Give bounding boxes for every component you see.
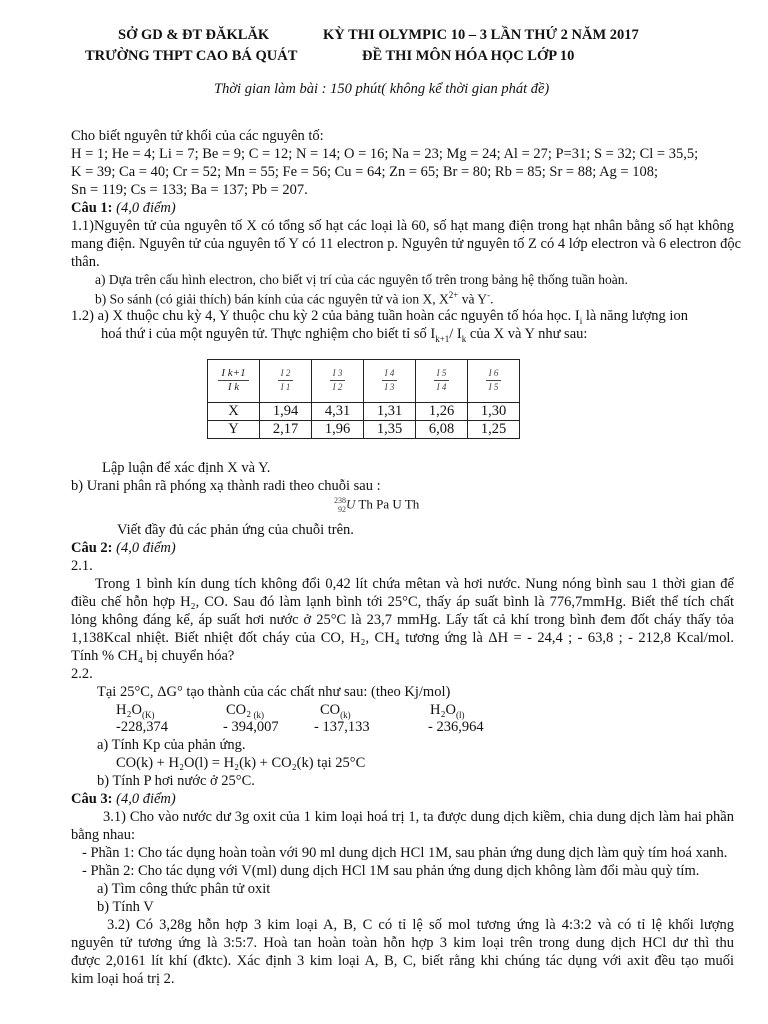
q3-para-2-line-2: nguyên tử tương ứng là 3:5:7. Hoà tan hoàn toàn hỗn hợp 3 kim loại trên trong dung dịch HCl dư thì thu	[71, 935, 734, 951]
question-2-title: Câu 2:	[71, 540, 113, 556]
question-3-points: (4,0 điểm)	[116, 791, 176, 807]
question-2-heading	[71, 540, 176, 557]
question-1-points: (4,0 điểm)	[116, 200, 176, 216]
q1-para-1-line-2: mang điện. Nguyên tử của nguyên tố Y có 11 electron p. Nguyên tử nguyên tố Z có 4 lớp electron và 6 electron độc	[71, 236, 742, 252]
table-cell: 1,94	[260, 403, 312, 421]
q2-para-line-3: lỏng không đáng kể, áp suất hơi nước ở 25°C là 23,7 mmHg. Lấy tất cả khí trong bình đem đốt cháy thấy tỏa	[71, 612, 734, 628]
atomic-mass-intro: Cho biết nguyên tử khối của các nguyên tố:	[71, 128, 324, 144]
q1-uranium-task: Viết đầy đủ các phản ứng của chuỗi trên.	[117, 522, 354, 538]
q3-item-b: b) Tính V	[97, 899, 154, 915]
table-cell: 4,31	[312, 403, 364, 421]
q2-item-b: b) Tính P hơi nước ở 25°C.	[97, 773, 255, 789]
exam-title: KỲ THI OLYMPIC 10 – 3 LẦN THỨ 2 NĂM 2017	[323, 27, 639, 43]
header-cell: $\frac{I 5}{I 4}$	[416, 360, 468, 403]
header-cell: $\frac{I 6}{I 5}$	[468, 360, 520, 403]
q2-section-2: 2.2.	[71, 666, 93, 682]
q3-para-1-line-2: bằng nhau:	[71, 827, 136, 843]
q1-uranium-intro: b) Urani phân rã phóng xạ thành radi theo chuỗi sau :	[71, 478, 381, 494]
table-row	[208, 421, 520, 439]
q1-para-2-line-2: hoá thứ i của một nguyên tử. Thực nghiệm cho biết tỉ số $I_{k+1}/$ $I_k$ của X và Y như sau:	[101, 326, 588, 344]
q2-para-line-1: Trong 1 bình kín dung tích không đổi 0,42 lít chứa mêtan và hơi nước. Nung nóng bình sau 1 thời gian để	[95, 576, 734, 592]
q1-table-followup: Lập luận để xác định X và Y.	[102, 460, 271, 476]
atomic-mass-line-1: H = 1; He = 4; Li = 7; Be = 9; C = 12; N = 14; O = 16; Na = 23; Mg = 24; Al = 27; P=31; S = 32; Cl = 35,5;	[71, 146, 699, 162]
q3-para-2-line-3: được 2,0161 lít khí (đktc). Xác định 3 kim loại A, B, C, biết rằng khi chúng tác dụng với axit đều tạo muối	[71, 953, 734, 969]
q3-para-2-line-1: 3.2) Có 3,28g hỗn hợp 3 kim loại A, B, C có tỉ lệ số mol tương ứng là 4:3:2 và có tỉ lệ khối lượng	[107, 917, 734, 933]
exam-subject: ĐỀ THI MÔN HÓA HỌC LỚP 10	[362, 48, 575, 64]
table-cell: 1,96	[312, 421, 364, 439]
q3-para-2-line-4: kim loại hoá trị 2.	[71, 971, 175, 987]
q2-gibbs-intro: Tại 25°C, ΔG° tạo thành của các chất như sau: (theo Kj/mol)	[97, 684, 451, 700]
q2-reaction: CO(k) + H₂O(l) = H₂(k) + CO₂(k) tại 25°C	[116, 755, 366, 771]
species-value: - 236,964	[428, 719, 484, 735]
atomic-mass-line-2: K = 39; Ca = 40; Cr = 52; Mn = 55; Fe = 56; Cu = 64; Zn = 65; Br = 80; Rb = 85; Sr = 88; Ag = 108;	[71, 164, 659, 180]
ionization-ratio-table	[207, 359, 520, 439]
question-1-title: Câu 1:	[71, 200, 113, 216]
atomic-mass-line-3: Sn = 119; Cs = 133; Ba = 137; Pb = 207.	[71, 182, 308, 198]
school-name: TRƯỜNG THPT CAO BÁ QUÁT	[85, 48, 298, 64]
table-cell: 1,26	[416, 403, 468, 421]
table-cell: 2,17	[260, 421, 312, 439]
question-2-points: (4,0 điểm)	[116, 540, 176, 556]
species-h2o-gas: $H_2O_{(K)}$	[116, 702, 155, 720]
species-value: - 394,007	[223, 719, 279, 735]
question-3-title: Câu 3:	[71, 791, 113, 807]
q2-para-line-4: 1,138Kcal nhiệt. Biết nhiệt đốt cháy của CO, H₂, CH₄ tương ứng là ΔH = - 24,4 ; - 63,8 ; - 212,8 Kcal/mol.	[71, 630, 734, 646]
exam-duration: Thời gian làm bài : 150 phút( không kể thời gian phát đề)	[214, 81, 550, 97]
species-co2: CO₂ $_{(k)}$	[226, 702, 264, 720]
table-header-row	[208, 360, 520, 403]
table-cell: Y	[208, 421, 260, 439]
q1-para-1-line-3: thân.	[71, 254, 100, 270]
q1-item-a: a) Dựa trên cấu hình electron, cho biết vị trí của các nguyên tố trên trong bảng hệ thống tuần hoàn.	[95, 272, 628, 287]
q1-para-2-line-1: 1.2) a) X thuộc chu kỳ 4, Y thuộc chu kỳ 2 của bảng tuần hoàn các nguyên tố hóa học. $I_i$ là năng lượng ion	[71, 308, 688, 326]
q3-item-a: a) Tìm công thức phân tử oxit	[97, 881, 271, 897]
q3-part-1: - Phần 1: Cho tác dụng hoàn toàn với 90 ml dung dịch HCl 1M, sau phản ứng dung dịch làm quỳ tím hoá xanh.	[82, 845, 728, 861]
header-cell: $\frac{I 3}{I 2}$	[312, 360, 364, 403]
species-value: - 137,133	[314, 719, 370, 735]
species-h2o-liquid: $H_2O_{(l)}$	[430, 702, 465, 720]
question-3-heading	[71, 791, 176, 808]
q2-item-a: a) Tính Kp của phản ứng.	[97, 737, 246, 753]
q1-item-b: b) So sánh (có giải thích) bán kính của các nguyên tử và ion X, $X^{2+}$ và Y-.	[95, 290, 494, 307]
q2-para-line-2: điều chế hỗn hợp H₂, CO. Sau đó làm lạnh bình tới 25°C, thấy áp suất bình là 776,7mmHg. Biết thể tích chất	[71, 594, 734, 610]
q3-para-1-line-1: 3.1) Cho vào nước dư 3g oxit của 1 kim loại hoá trị 1, ta được dung dịch kiềm, chia dung dịch làm hai phần	[103, 809, 734, 825]
species-co: $CO_{(k)}$	[320, 702, 351, 720]
department-name: SỞ GD & ĐT ĐĂKLĂK	[118, 27, 270, 43]
q2-section-1: 2.1.	[71, 558, 93, 574]
question-1-heading	[71, 200, 176, 217]
header-cell: $\frac{\text{I k+1}}{\text{I k}}$	[208, 360, 260, 403]
table-cell: 1,31	[364, 403, 416, 421]
table-row	[208, 403, 520, 421]
table-cell: 6,08	[416, 421, 468, 439]
header-cell: $\frac{I 2}{I 1}$	[260, 360, 312, 403]
q1-para-1-line-1: 1.1)Nguyên tử của nguyên tố X có tổng số hạt các loại là 60, số hạt mang điện trong hạt nhân bằng số hạt không	[71, 218, 734, 234]
table-cell: X	[208, 403, 260, 421]
table-cell: 1,30	[468, 403, 520, 421]
uranium-decay-chain: 238 92U Th Pa U Th	[334, 496, 420, 514]
q3-part-2: - Phần 2: Cho tác dụng với V(ml) dung dịch HCl 1M sau phản ứng dung dịch không làm đổi màu quỳ tím.	[82, 863, 700, 879]
header-cell: $\frac{I 4}{I 3}$	[364, 360, 416, 403]
q2-para-line-5: Tính % CH₄ bị chuyển hóa?	[71, 648, 235, 664]
species-value: -228,374	[116, 719, 168, 735]
table-cell: 1,35	[364, 421, 416, 439]
table-cell: 1,25	[468, 421, 520, 439]
